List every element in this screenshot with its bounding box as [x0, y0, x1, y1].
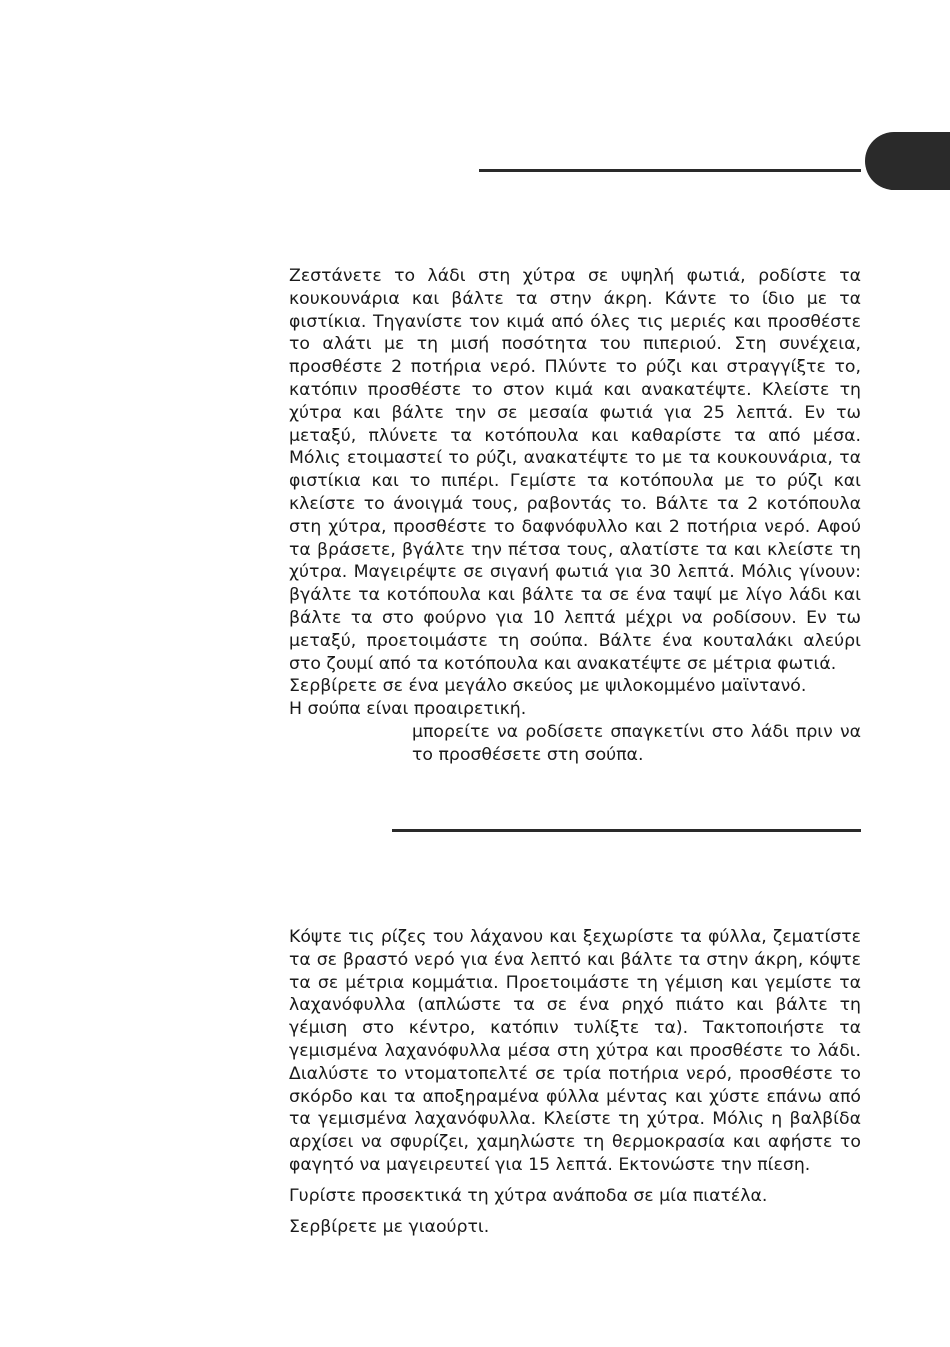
recipe-1-method: Ζεστάνετε το λάδι στη χύτρα σε υψηλή φωτιά, ροδίστε τα κουκουνάρια και βάλτε τα στην άκρη. Κάντε το ίδιο με τα φιστίκια. Τηγανίστε τον κιμά από όλες τις μεριές και προσθέστε το αλάτι με τη μισή ποσότητα του πιπεριού. Στη συνέχεια, προσθέστε 2 ποτήρια νερό. Πλύντε το ρύζι και στραγγίξτε το, κατόπιν προσθέστε το στον κιμά και ανακατέψτε. Κλείστε τη χύτρα και βάλτε την σε μεσαία φωτιά για 25 λεπτά. Εν τω μεταξύ, πλύνετε τα κοτόπουλα και καθαρίστε τα από μέσα. Μόλις ετοιμαστεί το ρύζι, ανακατέψτε το με τα κουκουνάρια, τα φιστίκια και το πιπέρι. Γεμίστε τα κοτόπουλα με το ρύζι και κλείστε το άνοιγμά τους, ραβοντάς το. Βάλτε τα 2 κοτόπουλα στη χύτρα, προσθέστε το δαφνόφυλλο και 2 ποτήρια νερό. Αφού τα βράσετε, βγάλτε την πέτσα τους, αλατίστε τα και κλείστε τη χύτρα. Μαγειρέψτε σε σιγανή φωτιά για 30 λεπτά. Μόλις γίνουν: βγάλτε τα κοτόπουλα και βάλτε τα σε ένα ταψί με λίγο λάδι και βάλτε τα στο φούρνο για 10 λεπτά μέχρι να ροδίσουν. Εν τω μεταξύ, προετοιμάστε τη σούπα. Βάλτε ένα κουταλάκι αλεύρι στο ζουμί από τα κοτόπουλα και ανακατέψτε σε μέτρια φωτιά. — [289, 266, 861, 674]
recipe-1-soup-note: Η σούπα είναι προαιρετική. — [289, 699, 527, 720]
recipe-1-instructions — [289, 265, 861, 767]
recipe-2-plating: Γυρίστε προσεκτικά τη χύτρα ανάποδα σε μία πιατέλα. — [289, 1185, 768, 1206]
recipe-2-instructions — [289, 926, 861, 1238]
recipe-1-serving: Σερβίρετε σε ένα μεγάλο σκεύος με ψιλοκομμένο μαϊντανό. — [289, 676, 807, 697]
recipe-1-tip: μπορείτε να ροδίσετε σπαγκετίνι στο λάδι πριν να το προσθέσετε στη σούπα. — [412, 721, 861, 765]
recipe-2-method: Κόψτε τις ρίζες του λάχανου και ξεχωρίστε τα φύλλα, ζεματίστε τα σε βραστό νερό για ένα λεπτό και βάλτε τα στην άκρη, κόψτε τα σε μέτρια κομμάτια. Προετοιμάστε τη γέμιση και γεμίστε τα λαχανόφυλλα (απλώστε τα σε ένα ρηχό πιάτο και βάλτε τη γέμιση στο κέντρο, κατόπιν τυλίξτε τα). Τακτοποιήστε τα γεμισμένα λαχανόφυλλα μέσα στη χύτρα και προσθέστε το λάδι. Διαλύστε το ντοματοπελτέ σε τρία ποτήρια νερό, προσθέστε το σκόρδο και τα αποξηραμένα φύλλα μέντας και χύστε επάνω από τα γεμισμένα λαχανόφυλλα. Κλείστε τη χύτρα. Μόλις η βαλβίδα αρχίσει να σφυρίζει, χαμηλώστε τη θερμοκρασία και αφήστε το φαγητό να μαγειρευτεί για 15 λεπτά. Εκτονώστε την πίεση. — [289, 927, 861, 1175]
section-rule-bottom — [392, 829, 861, 832]
recipe-2-serving: Σερβίρετε με γιαούρτι. — [289, 1216, 490, 1237]
page-tab-marker — [865, 132, 950, 190]
section-rule-top — [479, 169, 861, 172]
